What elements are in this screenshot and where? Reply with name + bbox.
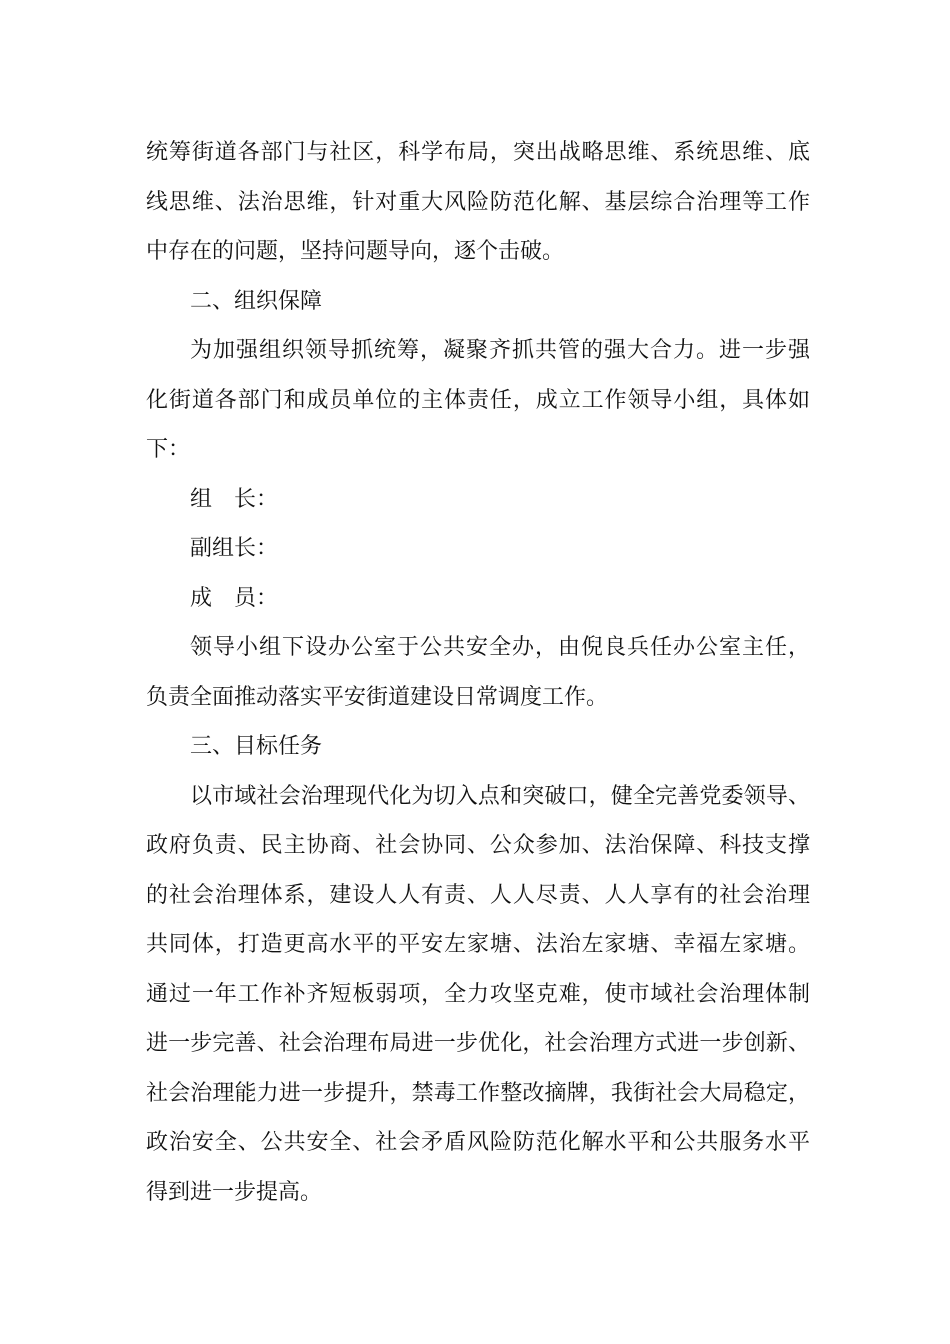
text-line: 中存在的问题，坚持问题导向，逐个击破。 xyxy=(146,239,565,264)
text-line: 政治安全、公共安全、社会矛盾风险防范化解水平和公共服务水平 xyxy=(146,1130,810,1155)
text-line: 的社会治理体系，建设人人有责、人人尽责、人人享有的社会治理 xyxy=(146,882,810,908)
text-line: 化街道各部门和成员单位的主体责任，成立工作领导小组，具体如 xyxy=(146,387,810,413)
text-line: 社会治理能力进一步提升，禁毒工作整改摘牌，我街社会大局稳定， xyxy=(146,1080,810,1106)
text-line: 得到进一步提高。 xyxy=(146,1179,323,1205)
members-label: 成 员： xyxy=(190,585,279,611)
text-line: 进一步完善、社会治理布局进一步优化，社会治理方式进一步创新、 xyxy=(146,1031,810,1056)
text-line: 下： xyxy=(146,437,191,462)
document-body xyxy=(146,128,810,1217)
deputy-leader-label: 副组长： xyxy=(190,536,279,561)
text-line: 领导小组下设办公室于公共安全办，由倪良兵任办公室主任， xyxy=(190,635,810,660)
text-line: 为加强组织领导抓统筹，凝聚齐抓共管的强大合力。进一步强 xyxy=(190,338,810,363)
text-line: 通过一年工作补齐短板弱项，全力攻坚克难，使市域社会治理体制 xyxy=(146,981,810,1007)
text-line: 以市域社会治理现代化为切入点和突破口，健全完善党委领导、 xyxy=(190,783,810,809)
text-line: 统筹街道各部门与社区，科学布局，突出战略思维、系统思维、底 xyxy=(146,140,810,165)
text-line: 线思维、法治思维，针对重大风险防范化解、基层综合治理等工作 xyxy=(146,189,810,215)
group-leader-label: 组 长： xyxy=(190,486,279,512)
text-line: 负责全面推动落实平安街道建设日常调度工作。 xyxy=(146,684,609,710)
section-heading-organization: 二、组织保障 xyxy=(190,288,323,314)
section-heading-goals: 三、目标任务 xyxy=(190,734,323,759)
text-line: 政府负责、民主协商、社会协同、公众参加、法治保障、科技支撑 xyxy=(146,833,810,858)
text-line: 共同体，打造更高水平的平安左家塘、法治左家塘、幸福左家塘。 xyxy=(146,932,810,957)
